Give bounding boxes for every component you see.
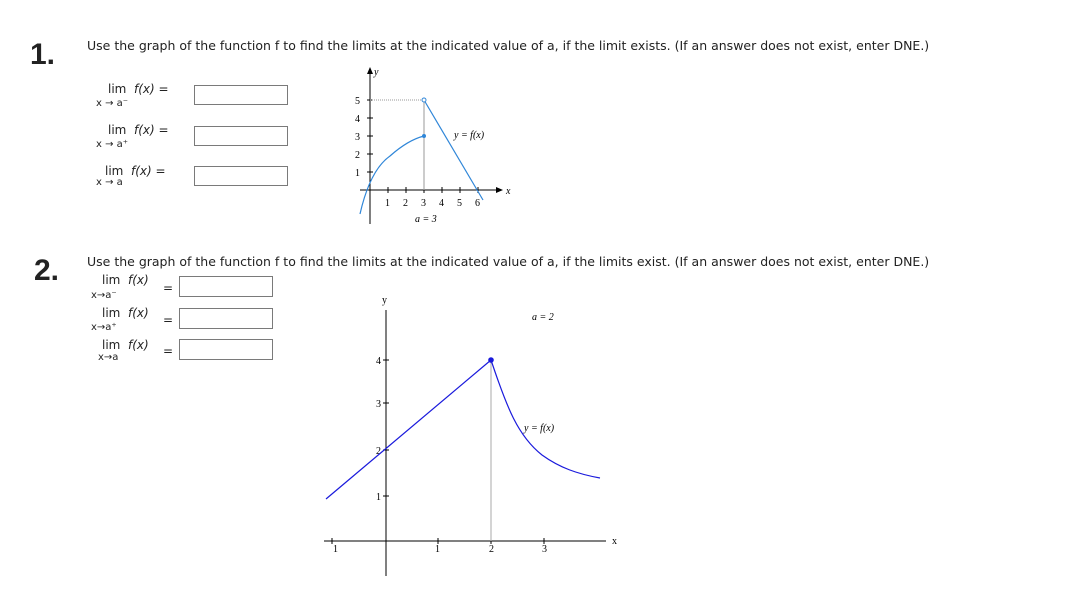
- answer-input-1b[interactable]: [194, 126, 288, 146]
- graph-1: [330, 60, 520, 230]
- limit-label: lim f(x): [102, 273, 149, 287]
- y-tick-label: 4: [376, 356, 381, 367]
- x-axis-arrow: [496, 187, 503, 193]
- limit-label: lim f(x): [102, 338, 149, 352]
- limit-subscript: x→a⁻: [91, 290, 117, 301]
- y-tick-label: 2: [376, 446, 381, 457]
- limit-label: lim f(x) =: [108, 82, 169, 96]
- answer-input-1c[interactable]: [194, 166, 288, 186]
- limit-label: lim f(x) =: [108, 123, 169, 137]
- problem-1-instruction: Use the graph of the function f to find the limits at the indicated value of a, if the limit exists. (If an answer does not exist, enter DNE.): [87, 38, 930, 53]
- curve-right-branch: [424, 100, 483, 200]
- curve-right-branch: [491, 360, 600, 478]
- x-tick-label: 6: [475, 198, 480, 209]
- open-point: [422, 98, 426, 102]
- curve-label: y = f(x): [524, 423, 555, 434]
- limit-subscript: x→a⁺: [91, 322, 117, 333]
- curve-left-branch: [326, 360, 491, 499]
- x-tick-label: 1: [435, 544, 440, 555]
- limit-subscript: x → a⁺: [96, 139, 129, 150]
- answer-input-2a[interactable]: [179, 276, 273, 297]
- x-axis-label: x: [612, 536, 617, 547]
- equals-sign: =: [163, 344, 174, 358]
- curve-label: y = f(x): [454, 130, 485, 141]
- x-tick-label: 5: [457, 198, 462, 209]
- graph-2: [310, 288, 630, 583]
- x-axis-label: x: [506, 186, 511, 197]
- y-tick-label: 1: [355, 168, 360, 179]
- problem-2-instruction: Use the graph of the function f to find the limits at the indicated value of a, if the limits exist. (If an answer does not exist, enter DNE.): [87, 254, 930, 269]
- a-value-label: a = 2: [532, 312, 554, 323]
- problem-1-number: 1.: [30, 38, 56, 71]
- y-tick-label: 4: [355, 114, 360, 125]
- y-axis-label: y: [374, 67, 379, 78]
- answer-input-1a[interactable]: [194, 85, 288, 105]
- limit-label: lim f(x) =: [105, 164, 166, 178]
- equals-sign: =: [163, 281, 174, 295]
- problem-2-number: 2.: [34, 254, 60, 287]
- x-tick-label: 1: [333, 544, 338, 555]
- y-tick-label: 1: [376, 492, 381, 503]
- x-tick-label: 3: [542, 544, 547, 555]
- y-axis-label: y: [382, 295, 387, 306]
- answer-input-2b[interactable]: [179, 308, 273, 329]
- a-value-label: a = 3: [415, 214, 437, 225]
- equals-sign: =: [163, 313, 174, 327]
- answer-input-2c[interactable]: [179, 339, 273, 360]
- y-tick-label: 5: [355, 96, 360, 107]
- y-tick-label: 2: [355, 150, 360, 161]
- x-tick-label: 4: [439, 198, 444, 209]
- x-tick-label: 3: [421, 198, 426, 209]
- x-tick-label: 1: [385, 198, 390, 209]
- limit-label: lim f(x): [102, 306, 149, 320]
- closed-point: [422, 134, 426, 138]
- limit-subscript: x → a: [96, 177, 123, 188]
- y-tick-label: 3: [376, 399, 381, 410]
- limit-subscript: x→a: [98, 352, 119, 363]
- y-tick-label: 3: [355, 132, 360, 143]
- x-tick-label: 2: [489, 544, 494, 555]
- y-axis-arrow: [367, 67, 373, 74]
- limit-subscript: x → a⁻: [96, 98, 129, 109]
- closed-point: [488, 357, 494, 363]
- x-tick-label: 2: [403, 198, 408, 209]
